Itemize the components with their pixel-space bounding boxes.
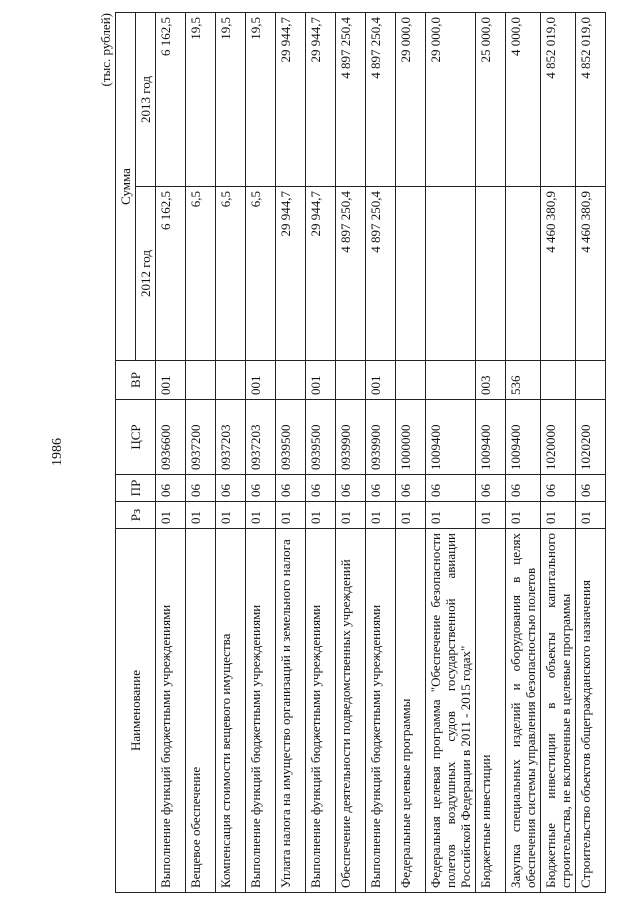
cell-2013: 19,5 [246,13,276,187]
cell-2012: 29 944,7 [306,187,336,361]
cell-csr: 0937203 [216,400,246,475]
cell-csr: 0939500 [276,400,306,475]
cell-csr: 1009400 [476,400,506,475]
cell-2012: 29 944,7 [276,187,306,361]
cell-2013: 6 162,5 [156,13,186,187]
header-year-2012: 2012 год [136,187,156,361]
units-label: (тыс. рублей) [98,13,113,87]
cell-pr: 06 [366,475,396,502]
cell-csr: 0937200 [186,400,216,475]
cell-name: Федеральная целевая программа "Обеспечение безопасности полетов воздушных судов государственной авиации Российской Федерации в 2011 - 2015 годах" [426,529,476,893]
table-row [576,13,606,893]
header-year-2013: 2013 год [136,13,156,187]
cell-pr: 06 [576,475,606,502]
table-row [336,13,366,893]
cell-2013: 4 897 250,4 [336,13,366,187]
cell-vr: 001 [366,361,396,400]
cell-pr: 06 [396,475,426,502]
cell-rz: 01 [246,502,276,529]
table-row [276,13,306,893]
cell-csr: 0936600 [156,400,186,475]
cell-2013: 29 944,7 [276,13,306,187]
cell-vr [541,361,576,400]
cell-csr: 0939500 [306,400,336,475]
cell-2013: 29 944,7 [306,13,336,187]
cell-pr: 06 [541,475,576,502]
cell-vr: 001 [246,361,276,400]
cell-2013: 25 000,0 [476,13,506,187]
table-row [476,13,506,893]
table-row [396,13,426,893]
cell-rz: 01 [216,502,246,529]
header-rz: Рз [116,502,156,529]
header-pr: ПР [116,475,156,502]
cell-vr [216,361,246,400]
table-row [246,13,276,893]
cell-name: Выполнение функций бюджетными учреждениями [156,529,186,893]
cell-csr: 1020000 [541,400,576,475]
cell-rz: 01 [276,502,306,529]
table-row [216,13,246,893]
cell-vr [576,361,606,400]
cell-rz: 01 [506,502,541,529]
cell-2013: 29 000,0 [426,13,476,187]
cell-rz: 01 [396,502,426,529]
cell-name: Выполнение функций бюджетными учреждениями [366,529,396,893]
cell-rz: 01 [541,502,576,529]
cell-2012: 6,5 [246,187,276,361]
cell-vr [276,361,306,400]
cell-2012: 6 162,5 [156,187,186,361]
cell-2012: 6,5 [216,187,246,361]
cell-vr [336,361,366,400]
cell-vr [426,361,476,400]
cell-pr: 06 [336,475,366,502]
cell-rz: 01 [336,502,366,529]
cell-pr: 06 [506,475,541,502]
header-sum: Сумма [116,13,136,361]
cell-name: Строительство объектов общегражданского назначения [576,529,606,893]
cell-pr: 06 [276,475,306,502]
cell-pr: 06 [426,475,476,502]
cell-name: Выполнение функций бюджетными учреждениями [246,529,276,893]
cell-rz: 01 [306,502,336,529]
cell-pr: 06 [186,475,216,502]
cell-rz: 01 [576,502,606,529]
cell-csr: 1009400 [506,400,541,475]
cell-2013: 19,5 [216,13,246,187]
cell-rz: 01 [476,502,506,529]
cell-name: Уплата налога на имущество организаций и земельного налога [276,529,306,893]
cell-2012 [506,187,541,361]
cell-csr: 1009400 [426,400,476,475]
page-number: 1986 [50,438,65,466]
cell-csr: 0939900 [336,400,366,475]
cell-vr: 001 [306,361,336,400]
cell-2013: 4 852 019,0 [541,13,576,187]
cell-vr [396,361,426,400]
cell-pr: 06 [156,475,186,502]
cell-2012 [396,187,426,361]
cell-name: Выполнение функций бюджетными учреждениями [306,529,336,893]
table-body [156,13,606,893]
budget-document [98,13,623,893]
cell-2013: 4 000,0 [506,13,541,187]
cell-vr: 003 [476,361,506,400]
cell-name: Бюджетные инвестиции [476,529,506,893]
cell-name: Бюджетные инвестиции в объекты капитального строительства, не включенные в целевые программы [541,529,576,893]
cell-rz: 01 [156,502,186,529]
cell-2012 [476,187,506,361]
budget-table [115,12,606,893]
header-vr: ВР [116,361,156,400]
table-row [506,13,541,893]
table-row [426,13,476,893]
table-row [156,13,186,893]
cell-vr: 001 [156,361,186,400]
cell-csr: 1000000 [396,400,426,475]
cell-rz: 01 [366,502,396,529]
cell-2013: 29 000,0 [396,13,426,187]
cell-name: Обеспечение деятельности подведомственных учреждений [336,529,366,893]
table-row [306,13,336,893]
table-row [541,13,576,893]
cell-name: Закупка специальных изделий и оборудования в целях обеспечения системы управления безопасностью полетов [506,529,541,893]
cell-vr: 536 [506,361,541,400]
cell-pr: 06 [476,475,506,502]
cell-2012: 4 897 250,4 [336,187,366,361]
cell-rz: 01 [426,502,476,529]
table-row [186,13,216,893]
cell-rz: 01 [186,502,216,529]
cell-csr: 0939900 [366,400,396,475]
cell-pr: 06 [246,475,276,502]
cell-csr: 0937203 [246,400,276,475]
header-name: Наименование [116,529,156,893]
cell-name: Вещевое обеспечение [186,529,216,893]
cell-2013: 4 852 019,0 [576,13,606,187]
table-row [366,13,396,893]
cell-pr: 06 [216,475,246,502]
header-csr: ЦСР [116,400,156,475]
cell-2013: 19,5 [186,13,216,187]
cell-2012 [426,187,476,361]
cell-csr: 1020200 [576,400,606,475]
cell-2012: 4 460 380,9 [576,187,606,361]
cell-pr: 06 [306,475,336,502]
cell-2013: 4 897 250,4 [366,13,396,187]
cell-2012: 6,5 [186,187,216,361]
cell-name: Федеральные целевые программы [396,529,426,893]
cell-2012: 4 460 380,9 [541,187,576,361]
cell-2012: 4 897 250,4 [366,187,396,361]
cell-name: Компенсация стоимости вещевого имущества [216,529,246,893]
cell-vr [186,361,216,400]
